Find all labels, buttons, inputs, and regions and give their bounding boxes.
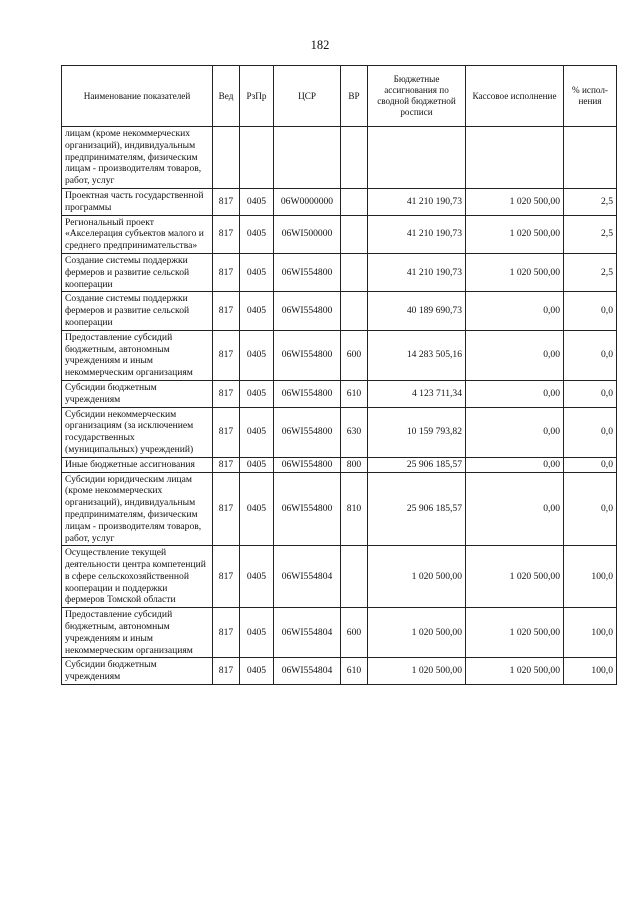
row-name: Предоставление субсидий бюджетным, автономным учреждениям и иным некоммерческим организациям: [62, 330, 213, 380]
table-row: [62, 407, 617, 457]
row-vr: [341, 292, 368, 330]
row-cash: 0,00: [466, 472, 564, 546]
row-ved: 817: [213, 330, 240, 380]
budget-execution-table: [61, 65, 617, 685]
row-percent: [564, 127, 617, 189]
row-ved: 817: [213, 472, 240, 546]
row-name: Предоставление субсидий бюджетным, автономным учреждениям и иным некоммерческим организациям: [62, 608, 213, 658]
row-csr: 06WI554800: [274, 457, 341, 472]
row-vr: [341, 127, 368, 189]
header-vr: ВР: [341, 66, 368, 127]
row-ved: 817: [213, 658, 240, 685]
row-ved: 817: [213, 188, 240, 215]
row-rzpr: 0405: [240, 380, 274, 407]
row-percent: 0,0: [564, 407, 617, 457]
row-percent: 0,0: [564, 292, 617, 330]
row-rzpr: 0405: [240, 472, 274, 546]
row-percent: 2,5: [564, 215, 617, 253]
row-vr: 600: [341, 330, 368, 380]
row-rzpr: 0405: [240, 407, 274, 457]
row-name: Иные бюджетные ассигнования: [62, 457, 213, 472]
table-row: [62, 457, 617, 472]
row-assignments: 25 906 185,57: [368, 457, 466, 472]
row-percent: 0,0: [564, 472, 617, 546]
row-assignments: 41 210 190,73: [368, 215, 466, 253]
row-assignments: 14 283 505,16: [368, 330, 466, 380]
header-ved: Вед: [213, 66, 240, 127]
table-row: [62, 608, 617, 658]
row-vr: 810: [341, 472, 368, 546]
row-ved: [213, 127, 240, 189]
row-vr: 600: [341, 608, 368, 658]
row-percent: 2,5: [564, 188, 617, 215]
row-vr: [341, 253, 368, 291]
header-cash-execution: Кассовое исполнение: [466, 66, 564, 127]
row-vr: [341, 546, 368, 608]
page-number: 182: [310, 38, 330, 52]
row-name: Создание системы поддержки фермеров и развитие сельской кооперации: [62, 292, 213, 330]
row-percent: 100,0: [564, 546, 617, 608]
row-assignments: 10 159 793,82: [368, 407, 466, 457]
row-vr: 610: [341, 380, 368, 407]
row-assignments: 4 123 711,34: [368, 380, 466, 407]
row-cash: 1 020 500,00: [466, 215, 564, 253]
row-name: Региональный проект «Акселерация субъектов малого и среднего предпринимательства»: [62, 215, 213, 253]
table-row: [62, 253, 617, 291]
row-assignments: [368, 127, 466, 189]
row-rzpr: 0405: [240, 330, 274, 380]
row-ved: 817: [213, 546, 240, 608]
row-vr: 630: [341, 407, 368, 457]
row-csr: 06WI554804: [274, 608, 341, 658]
row-ved: 817: [213, 292, 240, 330]
row-name: Создание системы поддержки фермеров и развитие сельской кооперации: [62, 253, 213, 291]
row-vr: 610: [341, 658, 368, 685]
row-csr: 06WI554800: [274, 330, 341, 380]
row-cash: 0,00: [466, 292, 564, 330]
row-ved: 817: [213, 457, 240, 472]
row-assignments: 25 906 185,57: [368, 472, 466, 546]
row-rzpr: [240, 127, 274, 189]
row-cash: 1 020 500,00: [466, 658, 564, 685]
row-cash: 1 020 500,00: [466, 608, 564, 658]
row-ved: 817: [213, 407, 240, 457]
row-assignments: 1 020 500,00: [368, 546, 466, 608]
row-csr: 06WI554800: [274, 407, 341, 457]
row-percent: 0,0: [564, 380, 617, 407]
row-assignments: 40 189 690,73: [368, 292, 466, 330]
row-name: Субсидии бюджетным учреждениям: [62, 380, 213, 407]
row-assignments: 41 210 190,73: [368, 188, 466, 215]
row-ved: 817: [213, 253, 240, 291]
row-percent: 2,5: [564, 253, 617, 291]
row-name: Субсидии юридическим лицам (кроме некоммерческих организаций), индивидуальным предпринимателям, физическим лицам - производителям товаров, работ, услуг: [62, 472, 213, 546]
header-assignments: Бюджетные ассигнования по сводной бюджетной росписи: [368, 66, 466, 127]
row-percent: 100,0: [564, 608, 617, 658]
row-vr: 800: [341, 457, 368, 472]
row-csr: 06WI554804: [274, 546, 341, 608]
table-row: [62, 188, 617, 215]
header-csr: ЦСР: [274, 66, 341, 127]
table-row: [62, 215, 617, 253]
row-rzpr: 0405: [240, 608, 274, 658]
row-csr: 06WI554800: [274, 292, 341, 330]
row-cash: 0,00: [466, 457, 564, 472]
row-rzpr: 0405: [240, 546, 274, 608]
row-assignments: 1 020 500,00: [368, 658, 466, 685]
row-rzpr: 0405: [240, 215, 274, 253]
row-percent: 0,0: [564, 330, 617, 380]
row-assignments: 1 020 500,00: [368, 608, 466, 658]
row-percent: 100,0: [564, 658, 617, 685]
table-row: [62, 380, 617, 407]
row-csr: 06WI554800: [274, 253, 341, 291]
row-cash: 1 020 500,00: [466, 546, 564, 608]
row-vr: [341, 188, 368, 215]
row-rzpr: 0405: [240, 457, 274, 472]
row-cash: [466, 127, 564, 189]
row-name: Субсидии бюджетным учреждениям: [62, 658, 213, 685]
row-csr: 06WI554800: [274, 472, 341, 546]
row-rzpr: 0405: [240, 188, 274, 215]
row-rzpr: 0405: [240, 658, 274, 685]
row-name: Проектная часть государственной программы: [62, 188, 213, 215]
row-ved: 817: [213, 608, 240, 658]
row-cash: 0,00: [466, 380, 564, 407]
row-cash: 1 020 500,00: [466, 253, 564, 291]
row-name: Субсидии некоммерческим организациям (за исключением государственных (муниципальных) учреждений): [62, 407, 213, 457]
row-rzpr: 0405: [240, 253, 274, 291]
row-cash: 1 020 500,00: [466, 188, 564, 215]
table-row: [62, 658, 617, 685]
row-name: лицам (кроме некоммерческих организаций), индивидуальным предпринимателям, физическим лицам - производителям товаров, работ, услуг: [62, 127, 213, 189]
table-body: [62, 127, 617, 685]
row-name: Осуществление текущей деятельности центра компетенций в сфере сельскохозяйственной кооперации и поддержки фермеров Томской области: [62, 546, 213, 608]
table-row: [62, 472, 617, 546]
row-rzpr: 0405: [240, 292, 274, 330]
table-row: [62, 292, 617, 330]
row-ved: 817: [213, 215, 240, 253]
row-csr: [274, 127, 341, 189]
header-rzpr: РзПр: [240, 66, 274, 127]
table-row: [62, 330, 617, 380]
header-percent-execution: % испол-нения: [564, 66, 617, 127]
row-ved: 817: [213, 380, 240, 407]
table-row: [62, 546, 617, 608]
row-vr: [341, 215, 368, 253]
row-assignments: 41 210 190,73: [368, 253, 466, 291]
row-csr: 06WI554804: [274, 658, 341, 685]
row-csr: 06W0000000: [274, 188, 341, 215]
table-row: [62, 127, 617, 189]
row-cash: 0,00: [466, 407, 564, 457]
row-csr: 06WI554800: [274, 380, 341, 407]
row-percent: 0,0: [564, 457, 617, 472]
table-header-row: [62, 66, 617, 127]
header-name: Наименование показателей: [62, 66, 213, 127]
row-cash: 0,00: [466, 330, 564, 380]
row-csr: 06WI500000: [274, 215, 341, 253]
